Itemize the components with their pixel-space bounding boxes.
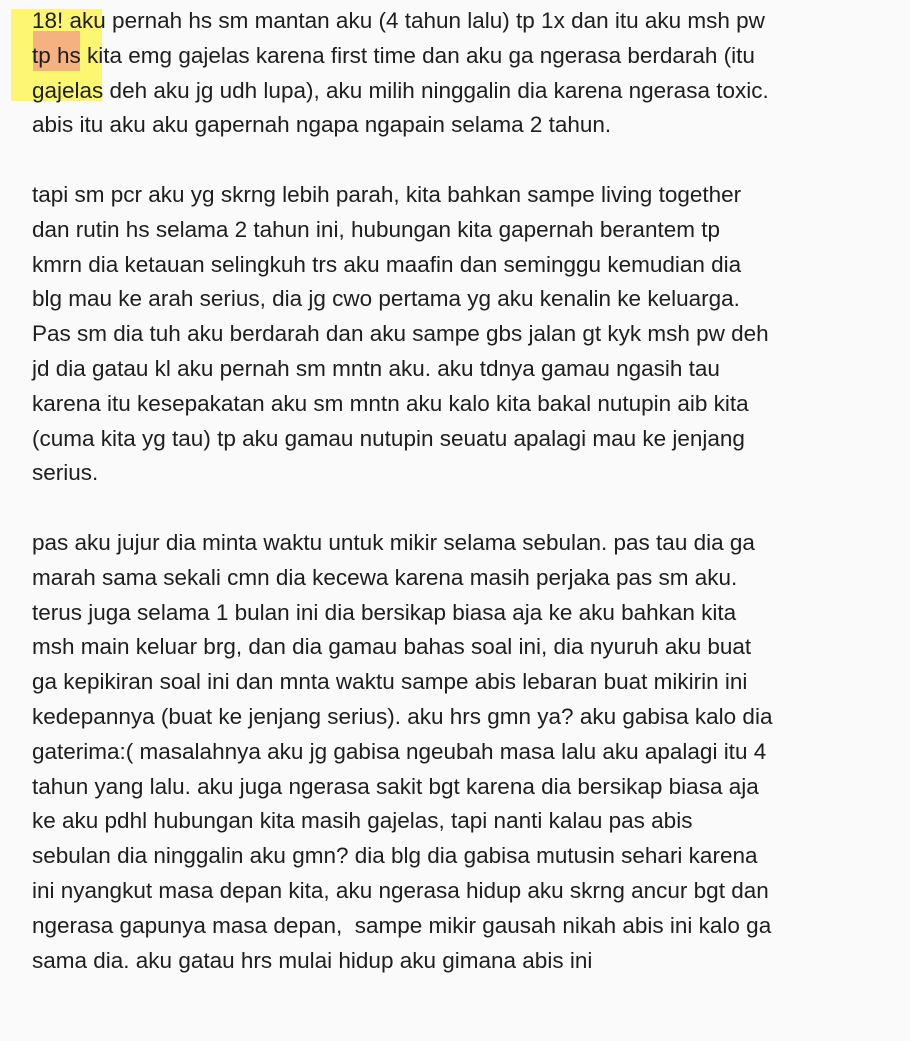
paragraph-1: 18! aku pernah hs sm mantan aku (4 tahun lalu) tp 1x dan itu aku msh pw tp hs kita emg gajelas karena first time dan aku ga ngerasa berdarah (itu gajelas deh aku jg udh lupa), aku milih ninggalin dia karena ngerasa toxic. abis itu aku aku gapernah ngapa ngapain selama 2 tahun. [32, 8, 769, 138]
paragraph-2: tapi sm pcr aku yg skrng lebih parah, kita bahkan sampe living together dan rutin hs selama 2 tahun ini, hubungan kita gapernah berantem tp kmrn dia ketauan selingkuh trs aku maafin dan seminggu kemudian dia blg mau ke arah serius, dia jg cwo pertama yg aku kenalin ke keluarga. Pas sm dia tuh aku berdarah dan aku sampe gbs jalan gt kyk msh pw deh jd dia gatau kl aku pernah sm mntn aku. aku tdnya gamau ngasih tau karena itu kesepakatan aku sm mntn aku kalo kita bakal nutupin aib kita (cuma kita yg tau) tp aku gamau nutupin seuatu apalagi mau ke jenjang serius. [32, 181, 769, 486]
paragraph-3: pas aku jujur dia minta waktu untuk mikir selama sebulan. pas tau dia ga marah sama sekali cmn dia kecewa karena masih perjaka pas sm aku. terus juga selama 1 bulan ini dia bersikap biasa aja ke aku bahkan kita msh main keluar brg, dan dia gamau bahas soal ini, dia nyuruh aku buat ga kepikiran soal ini dan mnta waktu sampe abis lebaran buat mikirin ini kedepannya (buat ke jenjang serius). aku hrs gmn ya? aku gabisa kalo dia gaterima:( masalahnya aku jg gabisa ngeubah masa lalu aku apalagi itu 4 tahun yang lalu. aku juga ngerasa sakit bgt karena dia bersikap biasa aja ke aku pdhl hubungan kita masih gajelas, tapi nanti kalau pas abis sebulan dia ninggalin aku gmn? dia blg dia gabisa mutusin sehari karena ini nyangkut masa depan kita, aku ngerasa hidup aku skrng ancur bgt dan ngerasa gapunya masa depan, sampe mikir gausah nikah abis ini kalo ga sama dia. aku gatau hrs mulai hidup aku gimana abis ini [32, 529, 773, 973]
post-body [32, 4, 892, 1013]
